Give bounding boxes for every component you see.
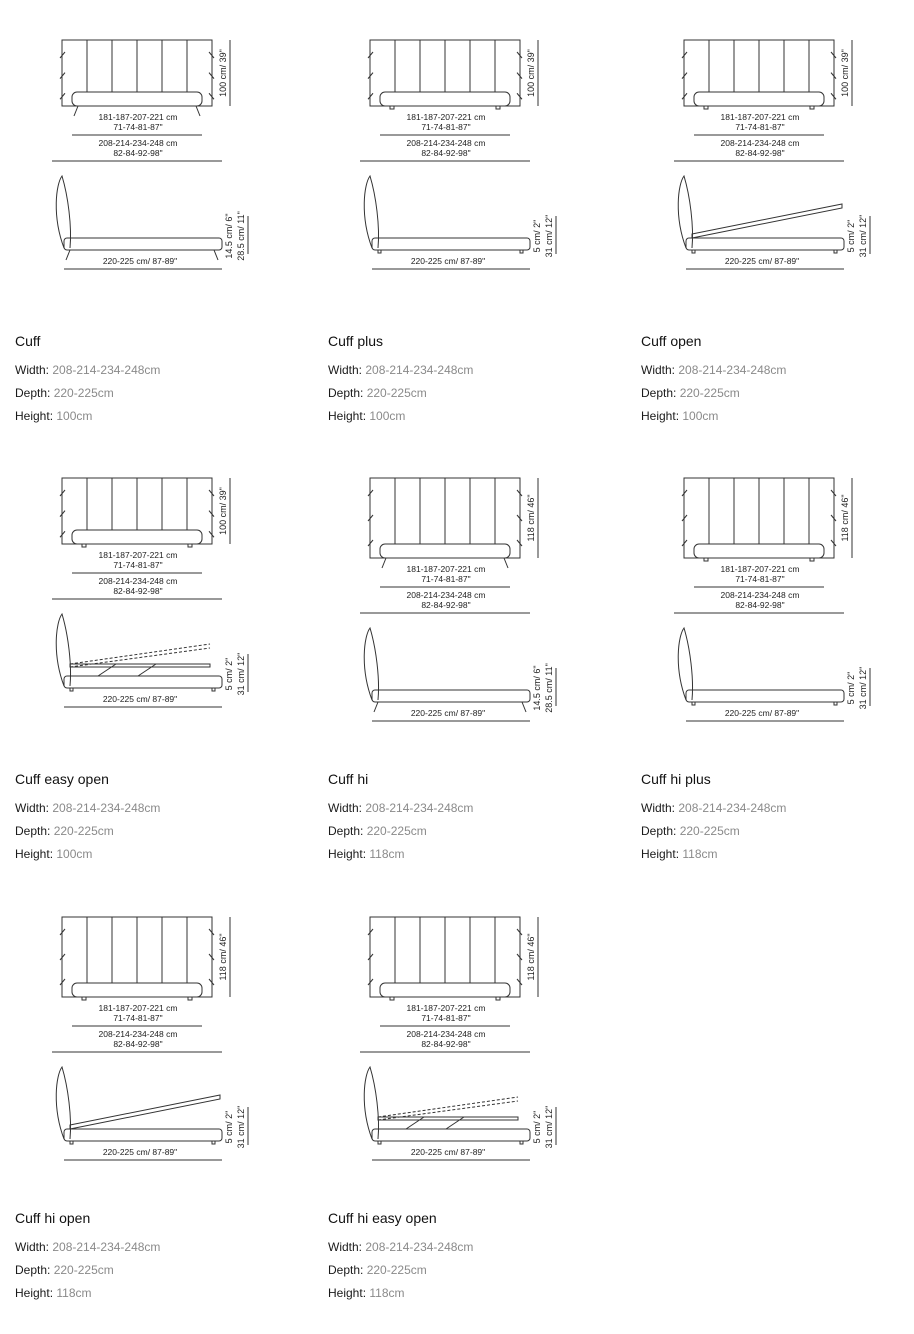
height-value: 118cm (682, 847, 718, 861)
outer-width-cm: 208-214-234-248 cm (98, 576, 178, 586)
front-view (360, 917, 538, 1052)
depth-key: Depth: (641, 824, 677, 838)
product-card (15, 438, 315, 868)
height-key: Height: (328, 409, 367, 423)
height-spec (328, 1282, 473, 1305)
height-value: 100cm (369, 409, 406, 423)
side-view (56, 176, 248, 269)
headboard-height-label: 100 cm/ 39" (218, 487, 228, 535)
depth-label: 220-225 cm/ 87-89" (102, 256, 178, 266)
inner-width-in: 71-74-81-87" (735, 122, 785, 132)
depth-label: 220-225 cm/ 87-89" (724, 256, 800, 266)
height-key: Height: (15, 1286, 54, 1300)
width-key: Width: (641, 801, 676, 815)
outer-width-cm: 208-214-234-248 cm (720, 138, 800, 148)
depth-value: 220-225cm (53, 1263, 114, 1277)
width-value: 208-214-234-248cm (365, 1240, 474, 1254)
outer-width-cm: 208-214-234-248 cm (406, 590, 486, 600)
base-height-label: 5 cm/ 2" (846, 219, 856, 253)
width-key: Width: (15, 1240, 50, 1254)
dimension-drawing (356, 476, 596, 776)
product-name: Cuff hi (328, 771, 369, 787)
inner-width-in: 71-74-81-87" (421, 122, 471, 132)
inner-width-cm: 181-187-207-221 cm (720, 564, 800, 574)
depth-spec (15, 820, 160, 843)
headboard-height-label: 100 cm/ 39" (840, 49, 850, 97)
product-card (641, 438, 914, 868)
headboard-height-label: 118 cm/ 46" (526, 494, 536, 542)
product-card (328, 877, 628, 1307)
depth-spec (15, 382, 160, 405)
width-value: 208-214-234-248cm (52, 1240, 161, 1254)
front-view (674, 478, 852, 613)
width-key: Width: (328, 1240, 363, 1254)
front-view (52, 917, 230, 1052)
front-view (360, 40, 538, 161)
depth-spec (641, 382, 786, 405)
width-key: Width: (328, 801, 363, 815)
depth-key: Depth: (15, 824, 51, 838)
height-value: 118cm (369, 847, 405, 861)
depth-spec (328, 382, 473, 405)
headboard-height-label: 100 cm/ 39" (218, 49, 228, 97)
base-height-label: 5 cm/ 2" (532, 219, 542, 253)
outer-width-in: 82-84-92-98" (421, 1039, 471, 1049)
front-view (52, 40, 230, 161)
inner-width-cm: 181-187-207-221 cm (98, 1003, 178, 1013)
width-spec (328, 797, 473, 820)
product-info (15, 1210, 160, 1305)
total-height-label: 31 cm/ 12" (236, 1105, 246, 1149)
outer-width-in: 82-84-92-98" (735, 148, 785, 158)
dimension-drawing (356, 38, 596, 338)
product-name: Cuff (15, 333, 41, 349)
product-card (15, 877, 315, 1307)
inner-width-in: 71-74-81-87" (735, 574, 785, 584)
total-height-label: 31 cm/ 12" (544, 1105, 554, 1149)
depth-key: Depth: (328, 824, 364, 838)
inner-width-cm: 181-187-207-221 cm (406, 112, 486, 122)
dimension-drawing (48, 915, 288, 1215)
depth-label: 220-225 cm/ 87-89" (410, 1147, 486, 1157)
product-card (15, 0, 315, 430)
depth-key: Depth: (641, 386, 677, 400)
height-value: 100cm (56, 847, 93, 861)
base-height-label: 14.5 cm/ 6" (532, 665, 542, 711)
height-value: 118cm (369, 1286, 405, 1300)
height-value: 118cm (56, 1286, 92, 1300)
height-spec (328, 405, 473, 428)
depth-spec (328, 1259, 473, 1282)
total-height-label: 28.5 cm/ 11" (236, 211, 246, 261)
total-height-label: 31 cm/ 12" (858, 214, 868, 258)
outer-width-in: 82-84-92-98" (113, 586, 163, 596)
depth-label: 220-225 cm/ 87-89" (102, 1147, 178, 1157)
side-view (364, 176, 556, 269)
width-value: 208-214-234-248cm (678, 363, 787, 377)
depth-label: 220-225 cm/ 87-89" (724, 708, 800, 718)
width-spec (641, 797, 786, 820)
height-key: Height: (641, 847, 680, 861)
width-value: 208-214-234-248cm (678, 801, 787, 815)
base-height-label: 5 cm/ 2" (224, 1110, 234, 1144)
front-view (674, 40, 852, 161)
width-spec (15, 797, 160, 820)
height-key: Height: (15, 847, 54, 861)
product-info (328, 1210, 473, 1305)
depth-value: 220-225cm (679, 824, 740, 838)
base-height-label: 5 cm/ 2" (224, 657, 234, 691)
width-spec (641, 359, 786, 382)
product-name: Cuff hi open (15, 1210, 91, 1226)
dimension-drawing (670, 38, 910, 338)
width-key: Width: (15, 363, 50, 377)
dimension-drawing (48, 38, 288, 338)
depth-key: Depth: (15, 386, 51, 400)
depth-value: 220-225cm (53, 824, 114, 838)
depth-value: 220-225cm (53, 386, 114, 400)
depth-key: Depth: (328, 1263, 364, 1277)
inner-width-cm: 181-187-207-221 cm (98, 112, 178, 122)
total-height-label: 31 cm/ 12" (236, 652, 246, 696)
headboard-height-label: 100 cm/ 39" (526, 49, 536, 97)
product-name: Cuff easy open (15, 771, 109, 787)
product-card (328, 0, 628, 430)
height-spec (328, 843, 473, 866)
depth-key: Depth: (15, 1263, 51, 1277)
product-info (328, 771, 473, 866)
height-key: Height: (15, 409, 54, 423)
side-view (678, 176, 870, 269)
inner-width-cm: 181-187-207-221 cm (406, 564, 486, 574)
base-height-label: 14.5 cm/ 6" (224, 213, 234, 259)
headboard-height-label: 118 cm/ 46" (218, 933, 228, 981)
width-spec (328, 1236, 473, 1259)
outer-width-in: 82-84-92-98" (421, 148, 471, 158)
width-key: Width: (641, 363, 676, 377)
width-spec (15, 1236, 160, 1259)
product-info (15, 333, 160, 428)
product-card (641, 0, 914, 430)
product-info (328, 333, 473, 428)
height-spec (15, 1282, 160, 1305)
product-info (641, 333, 786, 428)
side-view (364, 628, 556, 721)
height-spec (641, 843, 786, 866)
side-view (678, 628, 870, 721)
outer-width-cm: 208-214-234-248 cm (98, 1029, 178, 1039)
product-name: Cuff hi plus (641, 771, 711, 787)
width-value: 208-214-234-248cm (365, 363, 474, 377)
outer-width-in: 82-84-92-98" (421, 600, 471, 610)
base-height-label: 5 cm/ 2" (846, 671, 856, 705)
depth-spec (641, 820, 786, 843)
total-height-label: 28.5 cm/ 11" (544, 663, 554, 713)
height-key: Height: (328, 1286, 367, 1300)
outer-width-in: 82-84-92-98" (113, 1039, 163, 1049)
height-value: 100cm (682, 409, 719, 423)
dimension-drawing (48, 476, 288, 776)
depth-value: 220-225cm (366, 824, 427, 838)
depth-spec (328, 820, 473, 843)
height-spec (641, 405, 786, 428)
width-spec (15, 359, 160, 382)
inner-width-cm: 181-187-207-221 cm (720, 112, 800, 122)
inner-width-cm: 181-187-207-221 cm (406, 1003, 486, 1013)
width-value: 208-214-234-248cm (52, 801, 161, 815)
inner-width-in: 71-74-81-87" (113, 122, 163, 132)
inner-width-cm: 181-187-207-221 cm (98, 550, 178, 560)
product-name: Cuff open (641, 333, 702, 349)
product-name: Cuff plus (328, 333, 383, 349)
height-value: 100cm (56, 409, 93, 423)
side-view (56, 614, 248, 707)
depth-key: Depth: (328, 386, 364, 400)
inner-width-in: 71-74-81-87" (421, 574, 471, 584)
dimension-drawing (356, 915, 596, 1215)
height-key: Height: (328, 847, 367, 861)
outer-width-cm: 208-214-234-248 cm (720, 590, 800, 600)
outer-width-cm: 208-214-234-248 cm (406, 1029, 486, 1039)
depth-label: 220-225 cm/ 87-89" (410, 256, 486, 266)
width-spec (328, 359, 473, 382)
base-height-label: 5 cm/ 2" (532, 1110, 542, 1144)
headboard-height-label: 118 cm/ 46" (526, 933, 536, 981)
product-name: Cuff hi easy open (328, 1210, 437, 1226)
depth-value: 220-225cm (679, 386, 740, 400)
inner-width-in: 71-74-81-87" (113, 560, 163, 570)
depth-label: 220-225 cm/ 87-89" (102, 694, 178, 704)
product-info (15, 771, 160, 866)
front-view (360, 478, 538, 613)
outer-width-cm: 208-214-234-248 cm (98, 138, 178, 148)
width-value: 208-214-234-248cm (52, 363, 161, 377)
front-view (52, 478, 230, 599)
side-view (56, 1067, 248, 1160)
width-value: 208-214-234-248cm (365, 801, 474, 815)
height-key: Height: (641, 409, 680, 423)
depth-spec (15, 1259, 160, 1282)
height-spec (15, 405, 160, 428)
inner-width-in: 71-74-81-87" (421, 1013, 471, 1023)
dimension-drawing (670, 476, 910, 776)
side-view (364, 1067, 556, 1160)
product-info (641, 771, 786, 866)
width-key: Width: (328, 363, 363, 377)
outer-width-in: 82-84-92-98" (113, 148, 163, 158)
product-card (328, 438, 628, 868)
width-key: Width: (15, 801, 50, 815)
depth-label: 220-225 cm/ 87-89" (410, 708, 486, 718)
total-height-label: 31 cm/ 12" (858, 666, 868, 710)
depth-value: 220-225cm (366, 1263, 427, 1277)
outer-width-cm: 208-214-234-248 cm (406, 138, 486, 148)
inner-width-in: 71-74-81-87" (113, 1013, 163, 1023)
total-height-label: 31 cm/ 12" (544, 214, 554, 258)
height-spec (15, 843, 160, 866)
depth-value: 220-225cm (366, 386, 427, 400)
headboard-height-label: 118 cm/ 46" (840, 494, 850, 542)
outer-width-in: 82-84-92-98" (735, 600, 785, 610)
